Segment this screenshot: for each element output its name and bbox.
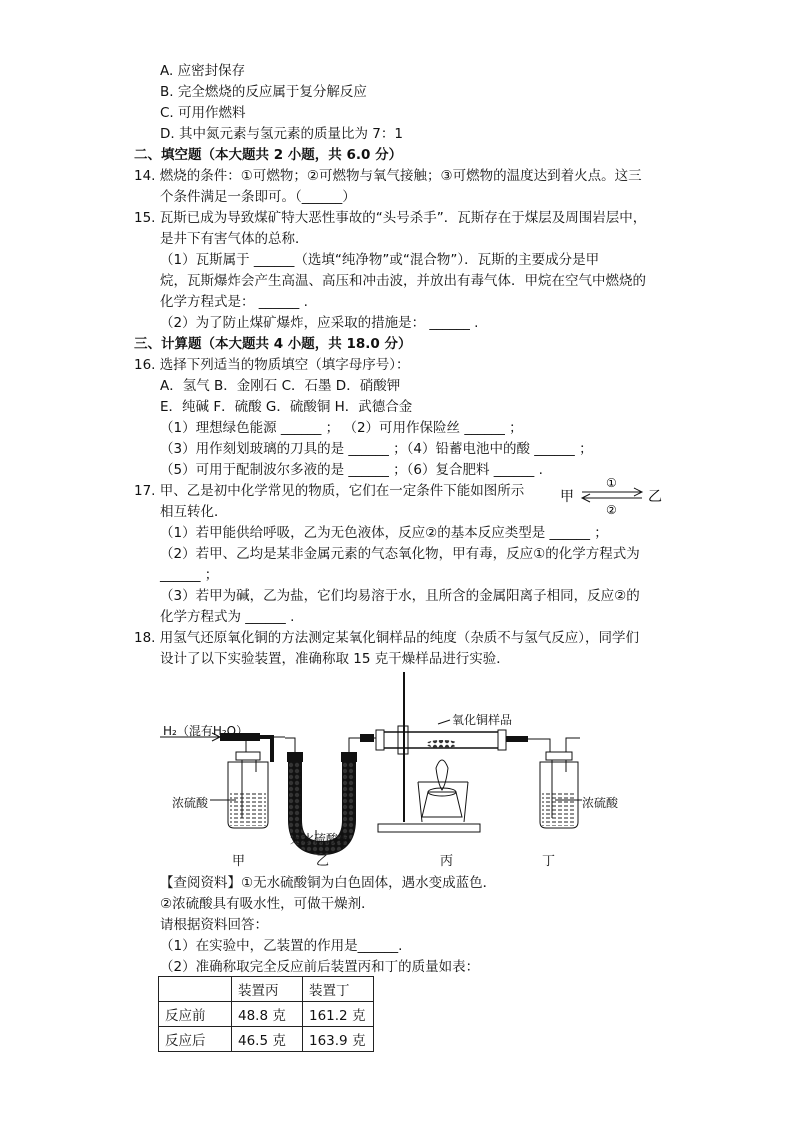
q16-line5: （3）用作刻划玻璃的刀具的是 ______ ；（4）铅蓄电池中的酸 ______ ；	[160, 441, 593, 457]
q17-diagram-top-label: ①	[606, 476, 617, 490]
q15-line4: 烷，瓦斯爆炸会产生高温、高压和冲击波，并放出有毒气体．甲烷在空气中燃烧的	[160, 273, 646, 289]
q18-line2: 设计了以下实验装置，准确称取 15 克干燥样品进行实验．	[160, 651, 510, 667]
apparatus-label-jia: 甲	[232, 854, 246, 869]
q16-line3: E．纯碱 F．硫酸 G．硫酸铜 H．武德合金	[160, 399, 413, 415]
q13-option-d: D. 其中氮元素与氢元素的质量比为 7：1	[160, 126, 403, 142]
q18-line1: 18. 用氢气还原氧化铜的方法测定某氧化铜样品的纯度（杂质不与氢气反应），同学们	[134, 630, 640, 646]
q16-line1: 16. 选择下列适当的物质填空（填字母序号）：	[134, 357, 410, 373]
q14-line2: 个条件满足一条即可。（______）	[160, 189, 356, 205]
gas-inlet-label: H₂（混有H₂O）	[163, 724, 249, 738]
q15-line5: 化学方程式是： ______ .	[160, 294, 308, 310]
section-2-header: 二、填空题（本大题共 2 小题，共 6.0 分）	[134, 147, 403, 163]
apparatus-label-ding: 丁	[542, 854, 556, 869]
q16-line6: （5）可用于配制波尔多液的是 ______ ；（6）复合肥料 ______ .	[160, 462, 543, 478]
sample-label: 氧化铜样品	[452, 713, 513, 727]
q17-line4: （2）若甲、乙均是某非金属元素的气态氧化物，甲有毒，反应①的化学方程式为	[160, 546, 640, 562]
q17-conversion-diagram	[556, 474, 666, 516]
q17-diagram-bottom-label: ②	[606, 503, 617, 516]
q17-line2: 相互转化．	[160, 504, 228, 520]
q17-diagram-left-label: 甲	[560, 489, 574, 505]
reaction-tube-bing	[376, 672, 528, 832]
apparatus-label-bing: 丙	[440, 854, 454, 869]
q14-line1: 14. 燃烧的条件：①可燃物；②可燃物与氧气接触；③可燃物的温度达到着火点。这三	[134, 168, 642, 184]
q13-option-b: B. 完全燃烧的反应属于复分解反应	[160, 84, 367, 100]
apparatus-diagram	[150, 672, 630, 872]
table-cell: 48.8 克	[232, 1002, 303, 1027]
q15-line6: （2）为了防止煤矿爆炸，应采取的措施是： ______ .	[160, 315, 479, 331]
q13-option-c: C. 可用作燃料	[160, 105, 246, 121]
q18-ref1: 【查阅资料】①无水硫酸铜为白色固体，遇水变成蓝色．	[160, 875, 497, 891]
q17-line6: （3）若甲为碱，乙为盐，它们均易溶于水，且所含的金属阳离子相同，反应②的	[160, 588, 640, 604]
q17-line5: ______ ；	[160, 567, 219, 583]
q15-line1: 15. 瓦斯已成为导致煤矿特大恶性事故的“头号杀手”．瓦斯存在于煤层及周围岩层中，	[134, 210, 647, 226]
q15-line2: 是井下有害气体的总称．	[160, 231, 309, 247]
q18-sub1: （1）在实验中，乙装置的作用是______.	[160, 938, 403, 954]
table-header-cell: 装置丙	[232, 977, 303, 1002]
q17-line3: （1）若甲能供给呼吸，乙为无色液体，反应②的基本反应类型是 ______ ；	[160, 525, 608, 541]
bottle-ding	[528, 738, 580, 828]
table-header-cell	[159, 977, 232, 1002]
apparatus-label-yi: 乙	[316, 854, 330, 869]
q18-ask: 请根据资料回答：	[160, 917, 268, 933]
anhydrous-label: 无水硫酸铜	[290, 832, 351, 846]
table-cell: 反应前	[159, 1002, 232, 1027]
bottle-jia	[210, 733, 272, 828]
acid-right-label: 浓硫酸	[582, 796, 619, 810]
table-header-cell: 装置丁	[303, 977, 374, 1002]
table-cell: 反应后	[159, 1027, 232, 1052]
q16-line2: A．氢气 B．金刚石 C．石墨 D．硝酸钾	[160, 378, 401, 394]
table-cell: 161.2 克	[303, 1002, 374, 1027]
section-3-header: 三、计算题（本大题共 4 小题，共 18.0 分）	[134, 336, 412, 352]
q17-diagram-right-label: 乙	[648, 489, 662, 505]
table-cell: 46.5 克	[232, 1027, 303, 1052]
mass-table	[158, 976, 374, 1052]
q15-line3: （1）瓦斯属于 ______（选填“纯净物”或“混合物”）．瓦斯的主要成分是甲	[160, 252, 600, 268]
q18-sub2: （2）准确称取完全反应前后装置丙和丁的质量如表：	[160, 959, 480, 975]
q17-line7: 化学方程式为 ______ .	[160, 609, 295, 625]
table-row	[159, 1002, 374, 1027]
acid-left-label: 浓硫酸	[172, 796, 209, 810]
q18-ref2: ②浓硫酸具有吸水性，可做干燥剂．	[160, 896, 375, 912]
table-row	[159, 1027, 374, 1052]
table-cell: 163.9 克	[303, 1027, 374, 1052]
q13-option-a: A. 应密封保存	[160, 63, 246, 79]
q16-line4: （1）理想绿色能源 ______ ； （2）可用作保险丝 ______ ；	[160, 420, 523, 436]
table-header-row	[159, 977, 374, 1002]
q17-line1: 17. 甲、乙是初中化学常见的物质，它们在一定条件下能如图所示	[134, 483, 525, 499]
